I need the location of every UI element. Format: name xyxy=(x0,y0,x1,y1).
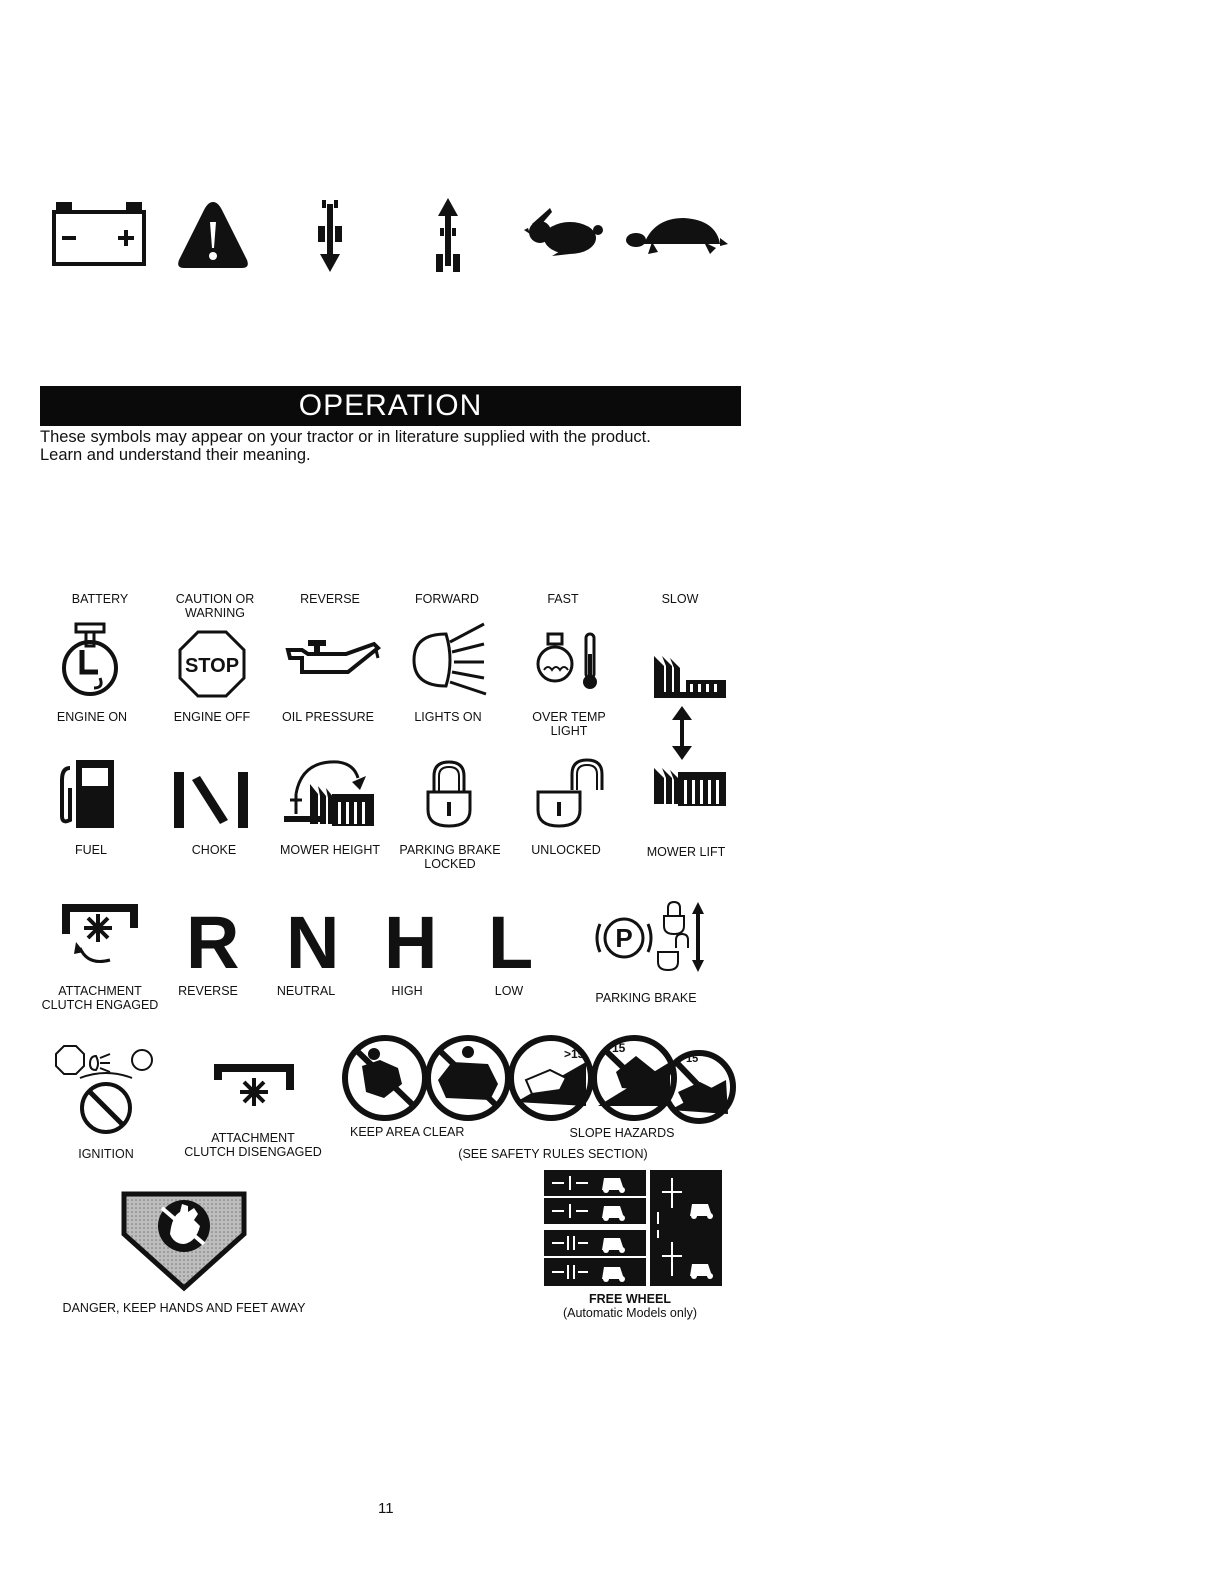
svg-text:STOP: STOP xyxy=(184,655,240,677)
keep-area-clear-icon-2 xyxy=(428,1038,508,1118)
choke-icon xyxy=(170,768,254,830)
caution-caption: CAUTION OR WARNING xyxy=(175,592,255,620)
low-caption: LOW xyxy=(494,984,524,998)
free-wheel-icon xyxy=(542,1168,724,1290)
engine-on-icon xyxy=(60,622,120,698)
section-title: OPERATION xyxy=(298,389,483,422)
turtle-icon xyxy=(624,214,728,258)
clutch-engaged-icon xyxy=(62,900,138,974)
slope-hazard-icon-2 xyxy=(594,1038,674,1118)
oil-pressure-caption: OIL PRESSURE xyxy=(282,710,374,724)
parking-brake-locked-caption: PARKING BRAKE LOCKED xyxy=(399,843,501,871)
clutch-disengaged-icon xyxy=(214,1060,296,1114)
fuel-caption: FUEL xyxy=(75,843,107,857)
oil-can-icon xyxy=(286,636,382,682)
fast-caption: FAST xyxy=(547,592,579,606)
choke-caption: CHOKE xyxy=(191,843,237,857)
reverse-tractor-icon xyxy=(310,198,350,274)
clutch-disengaged-caption: ATTACHMENT CLUTCH DISENGAGED xyxy=(184,1131,322,1159)
lights-on-caption: LIGHTS ON xyxy=(414,710,482,724)
keep-area-clear-icon-1 xyxy=(345,1038,425,1118)
svg-text:P: P xyxy=(615,923,633,953)
rabbit-icon xyxy=(522,206,604,256)
ignition-caption: IGNITION xyxy=(78,1147,134,1161)
mower-deck-raised-icon xyxy=(652,652,728,700)
parking-brake-symbol-icon xyxy=(592,900,712,976)
unlocked-caption: UNLOCKED xyxy=(531,843,601,857)
up-down-arrow-icon xyxy=(670,706,694,760)
headlight-icon xyxy=(408,620,492,696)
intro-line-1: These symbols may appear on your tractor or in literature supplied with the product. xyxy=(40,428,651,446)
intro-text xyxy=(40,428,760,464)
high-letter: H xyxy=(384,901,438,984)
clutch-engaged-caption: ATTACHMENT CLUTCH ENGAGED xyxy=(41,984,159,1012)
reverse-caption-2: REVERSE xyxy=(178,984,238,998)
engine-on-caption: ENGINE ON xyxy=(56,710,128,724)
forward-caption: FORWARD xyxy=(415,592,479,606)
danger-hands-icon xyxy=(118,1190,250,1292)
danger-caption: DANGER, KEEP HANDS AND FEET AWAY xyxy=(62,1301,306,1315)
free-wheel-caption: FREE WHEEL (Automatic Models only) xyxy=(562,1292,698,1320)
neutral-caption: NEUTRAL xyxy=(276,984,336,998)
reverse-letter: R xyxy=(186,901,240,984)
battery-icon xyxy=(52,202,148,266)
low-letter: L xyxy=(488,901,534,984)
over-temp-caption: OVER TEMP LIGHT xyxy=(532,710,606,738)
slow-caption: SLOW xyxy=(661,592,699,606)
svg-text:15: 15 xyxy=(686,1053,699,1065)
svg-text:>15: >15 xyxy=(564,1047,585,1061)
page-number: 11 xyxy=(378,1500,394,1517)
stop-sign-icon xyxy=(178,630,246,698)
mower-lift-caption: MOWER LIFT xyxy=(646,845,726,859)
forward-tractor-icon xyxy=(428,198,468,274)
see-safety-caption: (SEE SAFETY RULES SECTION) xyxy=(458,1147,648,1161)
warning-triangle-icon xyxy=(176,200,250,270)
slope-hazards-caption: SLOPE HAZARDS xyxy=(569,1126,675,1140)
ignition-icon xyxy=(50,1038,162,1136)
intro-line-2: Learn and understand their meaning. xyxy=(40,446,311,464)
neutral-letter: N xyxy=(286,901,340,984)
parking-brake-caption: PARKING BRAKE xyxy=(595,991,697,1005)
mower-deck-lowered-icon xyxy=(652,764,728,808)
section-header xyxy=(40,386,741,426)
mower-height-caption: MOWER HEIGHT xyxy=(280,843,380,857)
keep-area-clear-caption: KEEP AREA CLEAR xyxy=(350,1125,465,1139)
svg-text:15: 15 xyxy=(612,1041,626,1055)
mower-height-icon xyxy=(282,754,376,830)
reverse-caption-1: REVERSE xyxy=(300,592,360,606)
fuel-pump-icon xyxy=(60,758,118,830)
padlock-locked-icon xyxy=(424,758,474,830)
thermometer-icon xyxy=(536,632,604,692)
slope-hazard-icon-1 xyxy=(511,1038,591,1118)
high-caption: HIGH xyxy=(391,984,423,998)
battery-caption: BATTERY xyxy=(71,592,129,606)
engine-off-caption: ENGINE OFF xyxy=(173,710,251,724)
hazard-prohibition-icons xyxy=(340,1032,740,1124)
padlock-unlocked-icon xyxy=(536,756,608,830)
